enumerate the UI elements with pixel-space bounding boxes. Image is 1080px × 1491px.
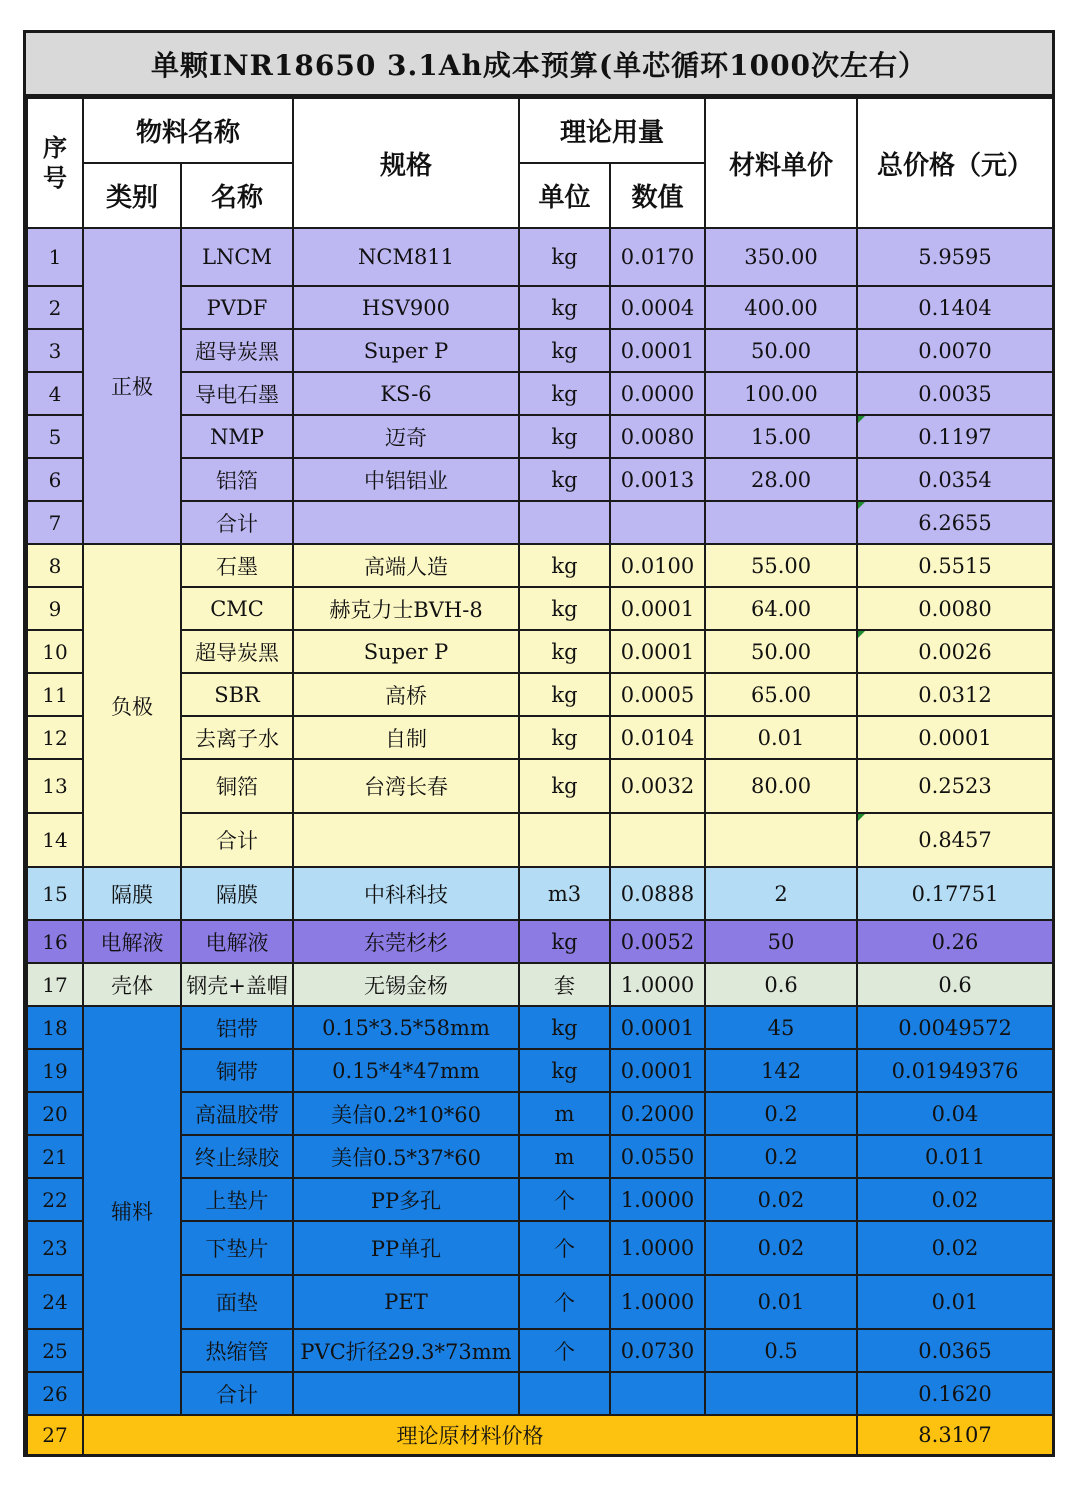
row-spec: 东莞杉杉 bbox=[293, 920, 519, 963]
row-total: 0.0080 bbox=[857, 587, 1053, 630]
row-qty bbox=[610, 813, 705, 867]
row-price: 50.00 bbox=[705, 329, 857, 372]
row-name: 电解液 bbox=[181, 920, 293, 963]
row-unit bbox=[519, 813, 610, 867]
row-price: 80.00 bbox=[705, 759, 857, 813]
row-name: 热缩管 bbox=[181, 1329, 293, 1372]
header-total: 总价格（元） bbox=[857, 98, 1053, 228]
row-qty: 0.0001 bbox=[610, 630, 705, 673]
row-qty bbox=[610, 1372, 705, 1415]
group-negative: 负极 bbox=[83, 544, 181, 867]
table-row bbox=[27, 630, 1053, 673]
subtotal-row bbox=[27, 1372, 1053, 1415]
sheet-title: 单颗INR18650 3.1Ah成本预算(单芯循环1000次左右） bbox=[26, 33, 1052, 97]
row-total: 6.2655 bbox=[857, 501, 1053, 544]
row-unit: kg bbox=[519, 587, 610, 630]
row-qty: 0.0104 bbox=[610, 716, 705, 759]
table-row bbox=[27, 228, 1053, 286]
row-index: 8 bbox=[27, 544, 83, 587]
row-total: 0.01949376 bbox=[857, 1049, 1053, 1092]
row-name: 面垫 bbox=[181, 1275, 293, 1329]
row-unit: m bbox=[519, 1135, 610, 1178]
row-total: 0.0312 bbox=[857, 673, 1053, 716]
row-spec: 高桥 bbox=[293, 673, 519, 716]
row-price: 0.02 bbox=[705, 1178, 857, 1221]
row-qty: 0.0004 bbox=[610, 286, 705, 329]
row-price: 65.00 bbox=[705, 673, 857, 716]
row-spec: 赫克力士BVH-8 bbox=[293, 587, 519, 630]
row-spec: 自制 bbox=[293, 716, 519, 759]
row-name: NMP bbox=[181, 415, 293, 458]
table-row bbox=[27, 372, 1053, 415]
row-unit: kg bbox=[519, 1049, 610, 1092]
row-total: 0.02 bbox=[857, 1178, 1053, 1221]
row-total: 0.17751 bbox=[857, 867, 1053, 920]
row-total: 0.02 bbox=[857, 1221, 1053, 1275]
row-name: 铝带 bbox=[181, 1006, 293, 1049]
row-unit: 个 bbox=[519, 1275, 610, 1329]
row-index: 13 bbox=[27, 759, 83, 813]
row-name: 上垫片 bbox=[181, 1178, 293, 1221]
row-name: PVDF bbox=[181, 286, 293, 329]
row-spec: NCM811 bbox=[293, 228, 519, 286]
table-row bbox=[27, 286, 1053, 329]
row-spec: 美信0.5*37*60 bbox=[293, 1135, 519, 1178]
table-row bbox=[27, 587, 1053, 630]
row-spec: Super P bbox=[293, 630, 519, 673]
row-price: 142 bbox=[705, 1049, 857, 1092]
group-auxiliary: 辅料 bbox=[83, 1006, 181, 1415]
row-qty: 0.0001 bbox=[610, 329, 705, 372]
row-total: 0.01 bbox=[857, 1275, 1053, 1329]
row-name: 合计 bbox=[181, 501, 293, 544]
row-unit: kg bbox=[519, 716, 610, 759]
table-row bbox=[27, 1092, 1053, 1135]
row-qty: 0.0032 bbox=[610, 759, 705, 813]
row-unit bbox=[519, 1372, 610, 1415]
row-name: CMC bbox=[181, 587, 293, 630]
row-total: 0.1620 bbox=[857, 1372, 1053, 1415]
row-total: 0.5515 bbox=[857, 544, 1053, 587]
row-index: 9 bbox=[27, 587, 83, 630]
row-spec: 台湾长春 bbox=[293, 759, 519, 813]
header-unit: 单位 bbox=[519, 163, 610, 228]
row-price: 400.00 bbox=[705, 286, 857, 329]
table-body bbox=[27, 228, 1053, 1455]
row-index: 4 bbox=[27, 372, 83, 415]
header-qty: 数值 bbox=[610, 163, 705, 228]
row-index: 19 bbox=[27, 1049, 83, 1092]
row-price: 0.6 bbox=[705, 963, 857, 1006]
row-total: 0.0049572 bbox=[857, 1006, 1053, 1049]
row-qty: 0.0888 bbox=[610, 867, 705, 920]
row-spec: HSV900 bbox=[293, 286, 519, 329]
row-total: 0.0026 bbox=[857, 630, 1053, 673]
header-spec: 规格 bbox=[293, 98, 519, 228]
row-spec: Super P bbox=[293, 329, 519, 372]
row-price: 100.00 bbox=[705, 372, 857, 415]
row-name: 去离子水 bbox=[181, 716, 293, 759]
table-row bbox=[27, 920, 1053, 963]
row-total: 0.0365 bbox=[857, 1329, 1053, 1372]
header-usage: 理论用量 bbox=[519, 98, 705, 163]
row-index: 26 bbox=[27, 1372, 83, 1415]
row-qty bbox=[610, 501, 705, 544]
row-qty: 0.0001 bbox=[610, 1049, 705, 1092]
grand-total-label: 理论原材料价格 bbox=[83, 1415, 857, 1455]
row-unit: 个 bbox=[519, 1329, 610, 1372]
row-index: 25 bbox=[27, 1329, 83, 1372]
row-index: 11 bbox=[27, 673, 83, 716]
row-price: 0.2 bbox=[705, 1135, 857, 1178]
row-index: 12 bbox=[27, 716, 83, 759]
row-index: 2 bbox=[27, 286, 83, 329]
row-index: 10 bbox=[27, 630, 83, 673]
row-total: 0.0035 bbox=[857, 372, 1053, 415]
row-total: 0.0070 bbox=[857, 329, 1053, 372]
row-price bbox=[705, 1372, 857, 1415]
table-row bbox=[27, 1049, 1053, 1092]
table-row bbox=[27, 716, 1053, 759]
row-price bbox=[705, 501, 857, 544]
cost-sheet bbox=[23, 30, 1055, 1457]
row-spec: 中铝铝业 bbox=[293, 458, 519, 501]
table-row bbox=[27, 673, 1053, 716]
table-row bbox=[27, 1221, 1053, 1275]
row-spec: KS-6 bbox=[293, 372, 519, 415]
subtotal-row bbox=[27, 813, 1053, 867]
grand-total-value: 8.3107 bbox=[857, 1415, 1053, 1455]
row-price: 0.02 bbox=[705, 1221, 857, 1275]
row-qty: 0.0550 bbox=[610, 1135, 705, 1178]
row-unit: kg bbox=[519, 458, 610, 501]
row-name: 铜带 bbox=[181, 1049, 293, 1092]
row-qty: 1.0000 bbox=[610, 1275, 705, 1329]
row-unit bbox=[519, 501, 610, 544]
row-total: 0.011 bbox=[857, 1135, 1053, 1178]
row-price: 350.00 bbox=[705, 228, 857, 286]
row-name: SBR bbox=[181, 673, 293, 716]
table-row bbox=[27, 963, 1053, 1006]
row-spec bbox=[293, 813, 519, 867]
row-price: 64.00 bbox=[705, 587, 857, 630]
row-price: 55.00 bbox=[705, 544, 857, 587]
row-unit: kg bbox=[519, 372, 610, 415]
row-spec: 迈奇 bbox=[293, 415, 519, 458]
row-price: 2 bbox=[705, 867, 857, 920]
row-qty: 0.0170 bbox=[610, 228, 705, 286]
subtotal-row bbox=[27, 501, 1053, 544]
row-name: 铜箔 bbox=[181, 759, 293, 813]
table-row bbox=[27, 759, 1053, 813]
group-electrolyte: 电解液 bbox=[83, 920, 181, 963]
row-total: 0.1197 bbox=[857, 415, 1053, 458]
row-index: 18 bbox=[27, 1006, 83, 1049]
row-unit: kg bbox=[519, 759, 610, 813]
group-separator: 隔膜 bbox=[83, 867, 181, 920]
header-index bbox=[27, 98, 83, 228]
row-name: 下垫片 bbox=[181, 1221, 293, 1275]
row-index: 15 bbox=[27, 867, 83, 920]
row-unit: kg bbox=[519, 673, 610, 716]
row-price bbox=[705, 813, 857, 867]
row-price: 28.00 bbox=[705, 458, 857, 501]
row-spec bbox=[293, 501, 519, 544]
row-spec bbox=[293, 1372, 519, 1415]
row-price: 0.01 bbox=[705, 716, 857, 759]
row-spec: PVC折径29.3*73mm bbox=[293, 1329, 519, 1372]
row-unit: kg bbox=[519, 920, 610, 963]
row-unit: 个 bbox=[519, 1178, 610, 1221]
row-unit: 套 bbox=[519, 963, 610, 1006]
row-qty: 0.0005 bbox=[610, 673, 705, 716]
row-total: 0.04 bbox=[857, 1092, 1053, 1135]
row-name: LNCM bbox=[181, 228, 293, 286]
row-spec: 0.15*3.5*58mm bbox=[293, 1006, 519, 1049]
row-qty: 0.0001 bbox=[610, 1006, 705, 1049]
row-unit: kg bbox=[519, 228, 610, 286]
row-spec: 美信0.2*10*60 bbox=[293, 1092, 519, 1135]
table-row bbox=[27, 1178, 1053, 1221]
row-spec: PP多孔 bbox=[293, 1178, 519, 1221]
group-shell: 壳体 bbox=[83, 963, 181, 1006]
header-name: 名称 bbox=[181, 163, 293, 228]
row-name: 终止绿胶 bbox=[181, 1135, 293, 1178]
row-index: 1 bbox=[27, 228, 83, 286]
row-qty: 0.2000 bbox=[610, 1092, 705, 1135]
row-name: 石墨 bbox=[181, 544, 293, 587]
grand-total-row bbox=[27, 1415, 1053, 1455]
row-price: 0.01 bbox=[705, 1275, 857, 1329]
row-index: 6 bbox=[27, 458, 83, 501]
row-name: 超导炭黑 bbox=[181, 630, 293, 673]
header-unit-price: 材料单价 bbox=[705, 98, 857, 228]
table-row bbox=[27, 1275, 1053, 1329]
row-name: 高温胶带 bbox=[181, 1092, 293, 1135]
row-qty: 0.0100 bbox=[610, 544, 705, 587]
row-index: 27 bbox=[27, 1415, 83, 1455]
row-price: 15.00 bbox=[705, 415, 857, 458]
row-price: 50 bbox=[705, 920, 857, 963]
row-unit: kg bbox=[519, 1006, 610, 1049]
row-index: 17 bbox=[27, 963, 83, 1006]
row-index: 3 bbox=[27, 329, 83, 372]
table-row bbox=[27, 1135, 1053, 1178]
row-total: 0.8457 bbox=[857, 813, 1053, 867]
row-unit: m3 bbox=[519, 867, 610, 920]
row-index: 14 bbox=[27, 813, 83, 867]
header-material: 物料名称 bbox=[83, 98, 293, 163]
row-total: 0.0001 bbox=[857, 716, 1053, 759]
row-price: 45 bbox=[705, 1006, 857, 1049]
header-index-text: 序号 bbox=[43, 133, 67, 192]
row-name: 合计 bbox=[181, 813, 293, 867]
row-spec: 中科科技 bbox=[293, 867, 519, 920]
row-index: 16 bbox=[27, 920, 83, 963]
row-name: 隔膜 bbox=[181, 867, 293, 920]
row-unit: 个 bbox=[519, 1221, 610, 1275]
row-name: 超导炭黑 bbox=[181, 329, 293, 372]
row-qty: 0.0000 bbox=[610, 372, 705, 415]
row-total: 0.0354 bbox=[857, 458, 1053, 501]
row-index: 5 bbox=[27, 415, 83, 458]
row-name: 铝箔 bbox=[181, 458, 293, 501]
row-qty: 1.0000 bbox=[610, 1178, 705, 1221]
row-index: 20 bbox=[27, 1092, 83, 1135]
row-price: 0.2 bbox=[705, 1092, 857, 1135]
row-total: 5.9595 bbox=[857, 228, 1053, 286]
table-row bbox=[27, 544, 1053, 587]
table-row bbox=[27, 1006, 1053, 1049]
row-unit: kg bbox=[519, 415, 610, 458]
row-spec: 高端人造 bbox=[293, 544, 519, 587]
row-qty: 1.0000 bbox=[610, 1221, 705, 1275]
row-qty: 0.0080 bbox=[610, 415, 705, 458]
row-index: 7 bbox=[27, 501, 83, 544]
row-index: 24 bbox=[27, 1275, 83, 1329]
row-name: 合计 bbox=[181, 1372, 293, 1415]
row-name: 导电石墨 bbox=[181, 372, 293, 415]
row-index: 22 bbox=[27, 1178, 83, 1221]
row-total: 0.2523 bbox=[857, 759, 1053, 813]
row-index: 23 bbox=[27, 1221, 83, 1275]
row-index: 21 bbox=[27, 1135, 83, 1178]
row-spec: 0.15*4*47mm bbox=[293, 1049, 519, 1092]
table-row bbox=[27, 867, 1053, 920]
row-price: 0.5 bbox=[705, 1329, 857, 1372]
group-positive: 正极 bbox=[83, 228, 181, 544]
row-total: 0.26 bbox=[857, 920, 1053, 963]
row-unit: kg bbox=[519, 286, 610, 329]
row-unit: m bbox=[519, 1092, 610, 1135]
row-unit: kg bbox=[519, 630, 610, 673]
row-spec: PP单孔 bbox=[293, 1221, 519, 1275]
row-qty: 0.0052 bbox=[610, 920, 705, 963]
table-row bbox=[27, 458, 1053, 501]
table-row bbox=[27, 329, 1053, 372]
row-spec: PET bbox=[293, 1275, 519, 1329]
row-total: 0.1404 bbox=[857, 286, 1053, 329]
row-qty: 0.0013 bbox=[610, 458, 705, 501]
row-price: 50.00 bbox=[705, 630, 857, 673]
row-unit: kg bbox=[519, 544, 610, 587]
header-category: 类别 bbox=[83, 163, 181, 228]
row-qty: 0.0001 bbox=[610, 587, 705, 630]
table-row bbox=[27, 1329, 1053, 1372]
row-qty: 0.0730 bbox=[610, 1329, 705, 1372]
row-spec: 无锡金杨 bbox=[293, 963, 519, 1006]
row-total: 0.6 bbox=[857, 963, 1053, 1006]
row-unit: kg bbox=[519, 329, 610, 372]
cost-table bbox=[26, 97, 1054, 1456]
table-row bbox=[27, 415, 1053, 458]
row-qty: 1.0000 bbox=[610, 963, 705, 1006]
row-name: 钢壳+盖帽 bbox=[181, 963, 293, 1006]
